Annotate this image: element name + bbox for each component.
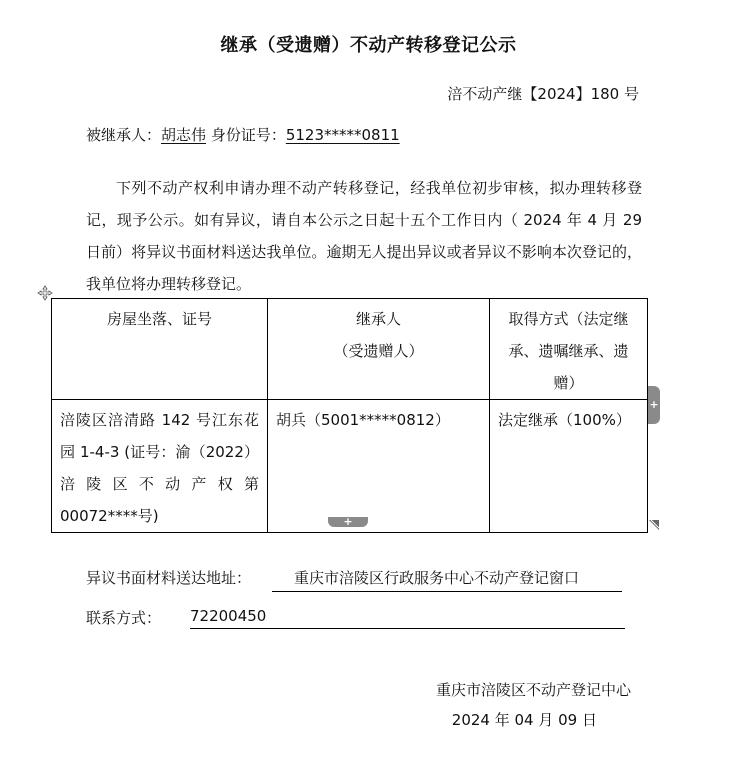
cell-method: 法定继承（100%） <box>490 400 648 533</box>
add-row-button[interactable] <box>328 517 368 527</box>
cell-location: 涪陵区涪清路 142 号江东花园 1-4-3 (证号：渝（2022）涪陵区不动产权第 00072****号) <box>52 400 268 533</box>
objection-address-label: 异议书面材料送达地址： <box>86 569 252 587</box>
header-heir: 继承人 （受遗赠人） <box>268 299 490 400</box>
decedent-line <box>86 124 400 145</box>
contact-label: 联系方式： <box>86 609 162 627</box>
registration-table <box>51 298 648 533</box>
contact-value: 72200450 <box>190 607 625 629</box>
id-label: 身份证号： <box>210 126 286 144</box>
resize-handle-icon[interactable] <box>649 516 659 526</box>
decedent-label: 被继承人： <box>86 126 162 144</box>
plus-icon: + <box>343 515 353 528</box>
table-row <box>52 400 648 533</box>
decedent-id-number: 5123*****0811 <box>285 126 400 144</box>
signature-date: 2024 年 04 月 09 日 <box>451 711 597 729</box>
add-column-button[interactable] <box>648 386 660 424</box>
header-method: 取得方式（法定继承、遗嘱继承、遗赠） <box>490 299 648 400</box>
header-location: 房屋坐落、证号 <box>52 299 268 400</box>
plus-icon: + <box>649 398 659 411</box>
document-number: 涪不动产继【2024】180 号 <box>447 85 639 103</box>
intro-paragraph: 下列不动产权利申请办理不动产转移登记，经我单位初步审核，拟办理转移登记，现予公示。如有异议，请自本公示之日起十五个工作日内（ 2024 年 4 月 29 日前）将异议书面材料送达我单位。逾期无人提出异议或者异议不影响本次登记的，我单位将办理转移登记。 <box>86 179 642 293</box>
table-header-row <box>52 299 648 400</box>
objection-address-value: 重庆市涪陵区行政服务中心不动产登记窗口 <box>272 567 622 592</box>
decedent-name: 胡志伟 <box>161 126 207 144</box>
cell-heir: 胡兵（5001*****0812） <box>268 400 490 533</box>
document-title: 继承（受遗赠）不动产转移登记公示 <box>220 35 517 56</box>
signature-org: 重庆市涪陵区不动产登记中心 <box>435 681 631 699</box>
